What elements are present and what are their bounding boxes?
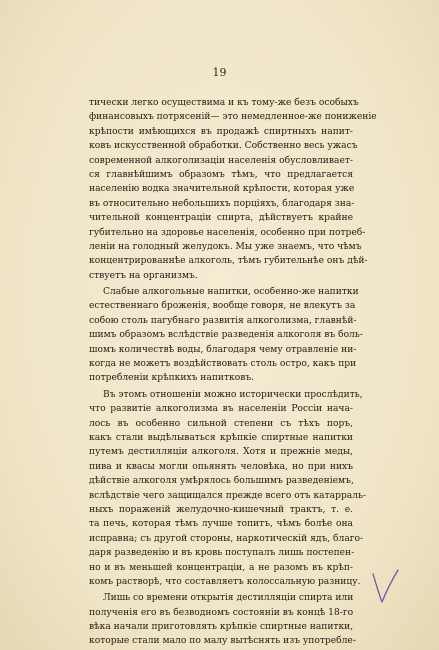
text-line: ковъ искусственной обработки. Собственно весь ужасъ <box>89 141 358 152</box>
text-line: Слабые алкогольные напитки, особенно-же напитки <box>103 287 359 298</box>
pencil-checkmark-icon <box>370 568 400 608</box>
text-line: шимъ образомъ вслѣдствіе разведенія алкоголя въ боль- <box>89 330 363 341</box>
text-line: естественнаго броженія, вообще говоря, не влекутъ за <box>89 301 356 312</box>
text-line: та печь, которая тѣмъ лучше топитъ, чѣмъ болѣе она <box>89 519 353 530</box>
text-line: вѣка начали приготовлять крѣпкіе спиртные напитки, <box>89 622 354 633</box>
text-line: финансовыхъ потрясеній— это немедленное-же пониженіе <box>89 112 377 123</box>
text-line: крѣпости имѣющихся въ продажѣ спиртныхъ напит- <box>89 126 353 137</box>
text-line: потребленіи крѣпкихъ напитковъ. <box>89 373 255 384</box>
text-line: когда не можетъ воздѣйствовать столь остро, какъ при <box>89 359 357 370</box>
text-line: полученія его въ безводномъ состояніи въ концѣ 18-го <box>89 607 354 618</box>
text-line: ныхъ пораженій желудочно-кишечный трактъ, т. е. <box>89 504 353 515</box>
text-line: пива и квасы могли опьянять человѣка, но при нихъ <box>89 461 353 472</box>
text-line: населенію водка значительной крѣпости, которая уже <box>89 184 355 195</box>
paragraph <box>89 591 356 649</box>
text-line: даря разведенію и въ кровь поступалъ лишь постепен- <box>89 548 355 559</box>
text-line: что развитіе алкоголизма въ населеніи Россіи нача- <box>89 404 353 415</box>
text-line: исправна; съ другой стороны, наркотическій ядъ, благо- <box>89 533 364 544</box>
text-line: ствуетъ на организмъ. <box>89 270 198 281</box>
text-line: Лишь со времени открытія дестилляціи спирта или <box>103 593 354 604</box>
text-line: лось въ особенно сильной степени съ тѣхъ поръ, <box>89 418 353 429</box>
text-line: чительной концентраціи спирта, дѣйствуетъ крайне <box>89 213 353 224</box>
text-line: какъ стали выдѣлываться крѣпкіе спиртные напитки <box>89 432 353 443</box>
text-line: вслѣдствіе чего защищался прежде всего отъ катарраль- <box>89 490 367 501</box>
text-line: но и въ меньшей концентраціи, а не разомъ въ крѣп- <box>89 562 353 573</box>
text-line: дѣйствіе алкоголя умѣрялось большимъ разведеніемъ, <box>89 476 354 487</box>
text-line: ся главнѣйшимъ образомъ тѣмъ, что предлагается <box>89 169 353 180</box>
paragraph <box>89 285 363 386</box>
paragraph <box>89 96 377 283</box>
page-number: 19 <box>212 66 227 79</box>
text-line: шомъ количествѣ воды, благодаря чему отравленіе ни- <box>89 344 357 355</box>
body-text <box>89 96 377 649</box>
text-line: которые стали мало по малу вытѣснять изъ употребле- <box>89 636 356 647</box>
text-line: путемъ дестилляціи алкоголя. Хотя и прежніе меды, <box>89 447 353 458</box>
text-line: комъ растворѣ, что составляетъ колоссальную разницу. <box>89 576 361 587</box>
text-line: собою столь пагубнаго развитія алкоголизма, главнѣй- <box>89 315 357 326</box>
text-line: концентрированнѣе алкоголь, тѣмъ губительнѣе онъ дѣй- <box>89 256 368 267</box>
text-line: леніи на голодный желудокъ. Мы уже знаемъ, что чѣмъ <box>89 241 362 252</box>
text-line: современной алкоголизаціи населенія обусловливает- <box>89 155 353 166</box>
text-line: Въ этомъ отношеніи можно исторически прослѣдить, <box>103 389 363 400</box>
paragraph <box>89 388 367 589</box>
text-line: тически легко осуществима и къ тому-же безъ особыхъ <box>89 98 359 108</box>
text-line: губительно на здоровье населенія, особенно при потреб- <box>89 227 366 238</box>
text-line: въ относительно небольшихъ порціяхъ, благодаря зна- <box>89 198 355 209</box>
